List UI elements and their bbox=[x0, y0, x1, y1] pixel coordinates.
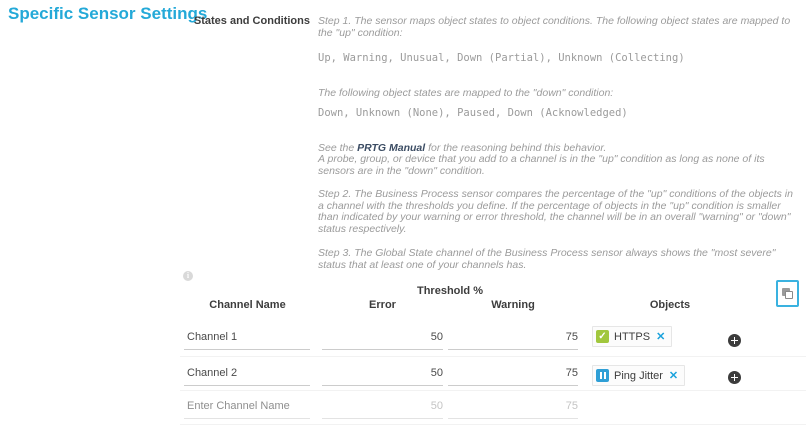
add-object-button-row2[interactable] bbox=[728, 371, 741, 384]
prtg-manual-link[interactable]: PRTG Manual bbox=[357, 141, 426, 154]
states-and-conditions-label: States and Conditions bbox=[193, 15, 310, 27]
row-divider bbox=[180, 390, 806, 391]
new-channel-name-input[interactable] bbox=[184, 397, 310, 419]
channel-2-objects-cell bbox=[592, 365, 685, 386]
row-divider bbox=[180, 356, 806, 357]
object-tag-label: HTTPS bbox=[614, 330, 651, 343]
object-tag-https bbox=[592, 326, 672, 347]
page-title: Specific Sensor Settings bbox=[8, 4, 208, 23]
channel-2-warning-input[interactable] bbox=[448, 364, 578, 386]
help-down-intro: The following object states are mapped to the "down" condition: bbox=[318, 86, 614, 99]
sensor-up-check-icon: ✓ bbox=[596, 330, 609, 343]
channel-1-error-input[interactable] bbox=[322, 328, 443, 350]
objects-header: Objects bbox=[649, 299, 691, 311]
warning-header: Warning bbox=[491, 299, 535, 311]
channel-1-objects-cell bbox=[592, 326, 672, 347]
object-tag-label: Ping Jitter bbox=[614, 369, 663, 382]
see-suffix: for the reasoning behind this behavior. bbox=[425, 141, 607, 154]
help-text-block bbox=[318, 14, 795, 271]
info-icon[interactable]: i bbox=[183, 271, 193, 281]
help-down-states: Down, Unknown (None), Paused, Down (Acknowledged) bbox=[318, 107, 628, 119]
channel-1-warning-input[interactable] bbox=[448, 328, 578, 350]
new-channel-error-input[interactable] bbox=[322, 397, 443, 419]
object-tag-ping-jitter bbox=[592, 365, 685, 386]
help-up-states: Up, Warning, Unusual, Down (Partial), Unknown (Collecting) bbox=[318, 52, 685, 64]
channel-2-error-input[interactable] bbox=[322, 364, 443, 386]
channel-2-name-input[interactable] bbox=[184, 364, 310, 386]
help-manual-note bbox=[318, 143, 795, 178]
help-step2: Step 2. The Business Process sensor compares the percentage of the "up" conditions of the objects in a channel with the thresholds you define. If the percentage of objects in the "up" condition is smaller than indicated by your warning or error threshold, the channel will be in an overall "warning" or "down" status respectively. bbox=[318, 188, 793, 235]
threshold-group-header: Threshold % bbox=[416, 285, 483, 297]
help-step1: Step 1. The sensor maps object states to object conditions. The following object states are mapped to the "up" condition: bbox=[318, 15, 791, 39]
error-header: Error bbox=[369, 299, 396, 311]
new-channel-warning-input[interactable] bbox=[448, 397, 578, 419]
channel-name-header: Channel Name bbox=[209, 299, 286, 311]
copy-icon bbox=[782, 288, 794, 300]
row-divider bbox=[180, 424, 806, 425]
copy-table-button[interactable] bbox=[776, 280, 799, 307]
channel-threshold-table bbox=[180, 268, 806, 432]
see-prefix: See the bbox=[318, 141, 358, 154]
add-object-button-row1[interactable] bbox=[728, 334, 741, 347]
sensor-paused-icon bbox=[596, 369, 609, 382]
help-step3: Step 3. The Global State channel of the Business Process sensor always shows the "most severe" status that at least one of your channels has. bbox=[318, 247, 776, 271]
probe-note: A probe, group, or device that you add to a channel is in the "up" condition as long as none of its sensors are in the "down" condition. bbox=[318, 153, 765, 177]
channel-1-name-input[interactable] bbox=[184, 328, 310, 350]
remove-object-icon[interactable]: ✕ bbox=[656, 331, 666, 343]
remove-object-icon[interactable]: ✕ bbox=[668, 370, 679, 382]
